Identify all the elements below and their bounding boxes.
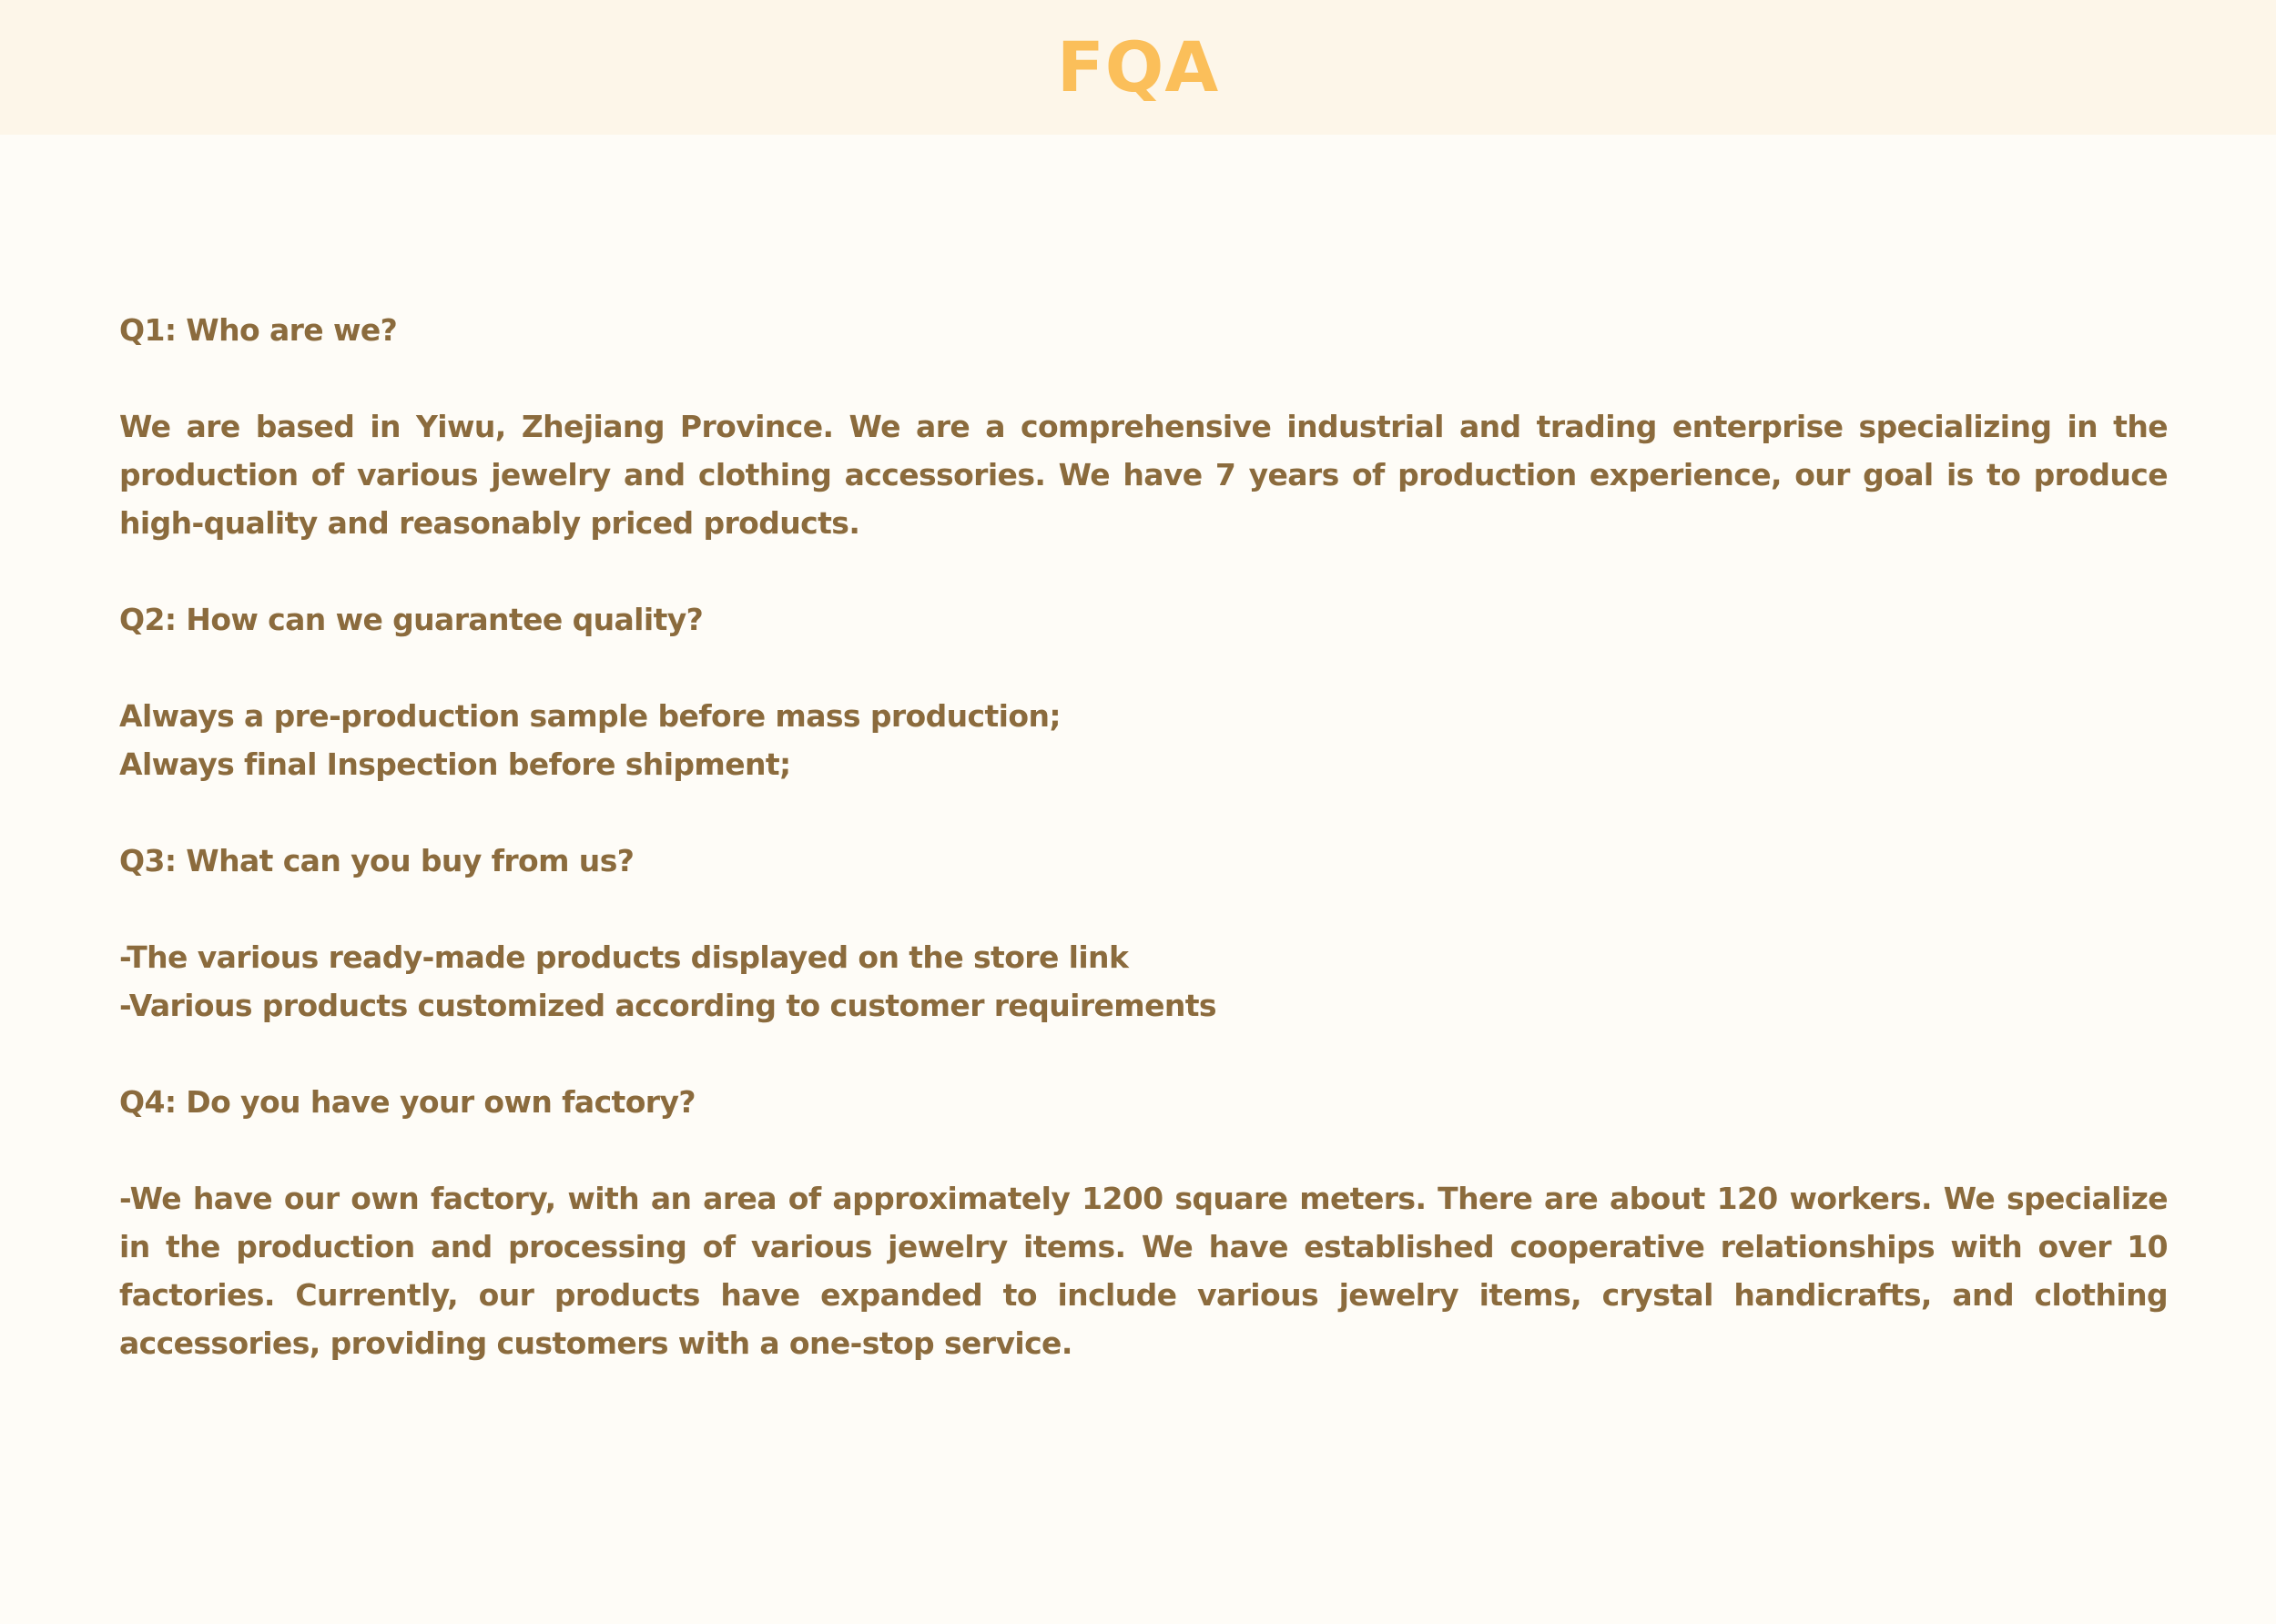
spacer [119,885,2168,933]
faq-question-2: Q2: How can we guarantee quality? [119,602,704,637]
faq-answer-4: -We have our own factory, with an area of approximately 1200 square meters. There are about 120 workers. We specialize in the production and processing of various jewelry items. We have established cooperative relationships with over 10 factories. Currently, our products have expanded to include various jewelry items, crystal handicrafts, and clothing accessories, providing customers with a one-stop service. [119,1181,2168,1361]
faq-question-1: Q1: Who are we? [119,312,398,348]
faq-answer-1: We are based in Yiwu, Zhejiang Province. We are a comprehensive industrial and trading enterprise specializing in the production of various jewelry and clothing accessories. We have 7 years of production experience, our goal is to produce high-quality and reasonably priced products. [119,409,2168,541]
faq-answer-2-line-2: Always final Inspection before shipment; [119,746,791,782]
spacer [119,788,2168,837]
page-title: FQA [1056,26,1220,107]
spacer [119,1030,2168,1078]
faq-question-4: Q4: Do you have your own factory? [119,1084,696,1120]
spacer [119,547,2168,595]
spacer [119,354,2168,402]
faq-question-3: Q3: What can you buy from us? [119,843,635,878]
faq-answer-2-line-1: Always a pre-production sample before mass production; [119,698,1061,734]
faq-answer-3-line-1: -The various ready-made products displayed on the store link [119,939,1129,975]
faq-content [119,306,2168,1367]
spacer [119,1126,2168,1174]
faq-answer-3-line-2: -Various products customized according to customer requirements [119,988,1216,1023]
header-banner [0,0,2276,135]
spacer [119,644,2168,692]
